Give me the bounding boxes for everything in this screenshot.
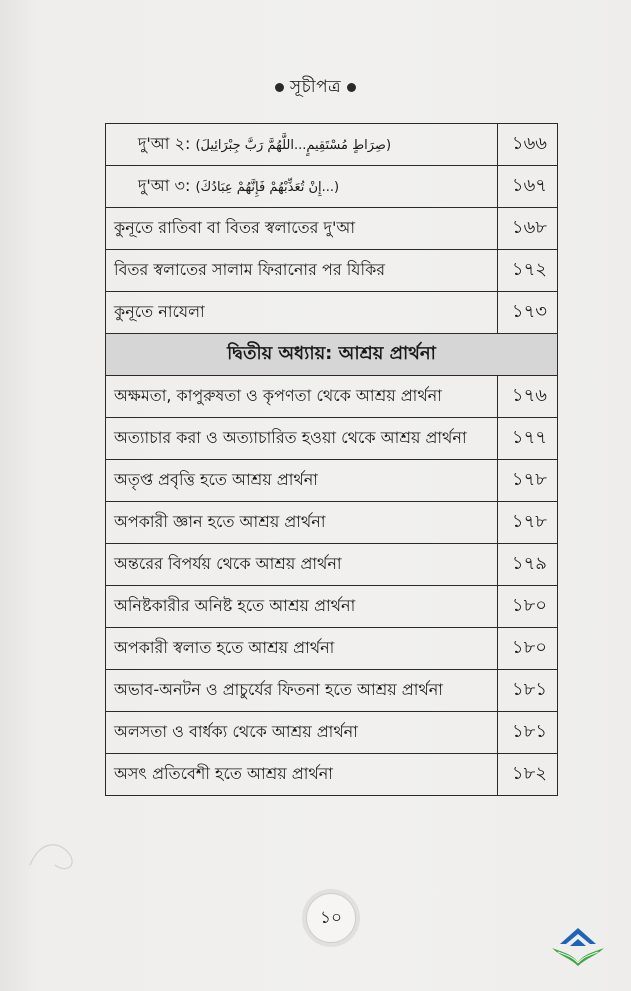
page-ref: ১৮০	[498, 628, 558, 670]
page-ref: ১৬৭	[498, 166, 558, 208]
section-heading-row	[106, 334, 558, 376]
row-title: অপকারী স্বলাত হতে আশ্রয় প্রার্থনা	[106, 628, 498, 670]
table-row	[106, 418, 558, 460]
table-row	[106, 250, 558, 292]
page-ref: ১৮২	[498, 754, 558, 796]
page-ref: ১৭৩	[498, 292, 558, 334]
row-title: অক্ষমতা, কাপুরুষতা ও কৃপণতা থেকে আশ্রয় প্রার্থনা	[106, 376, 498, 418]
page-header	[0, 74, 631, 102]
table-row	[106, 754, 558, 796]
row-title: অনিষ্টকারীর অনিষ্ট হতে আশ্রয় প্রার্থনা	[106, 586, 498, 628]
row-title: কুনূতে রাতিবা বা বিতর স্বলাতের দু'আ	[106, 208, 498, 250]
page-ref: ১৮০	[498, 586, 558, 628]
table-row	[106, 166, 558, 208]
row-title: অলসতা ও বার্ধক্য থেকে আশ্রয় প্রার্থনা	[106, 712, 498, 754]
section-heading: দ্বিতীয় অধ্যায়: আশ্রয় প্রার্থনা	[106, 334, 558, 376]
page-ref: ১৮১	[498, 670, 558, 712]
page-ref: ১৭৭	[498, 418, 558, 460]
bullet-dot-icon	[347, 83, 356, 92]
page-ref: ১৬৮	[498, 208, 558, 250]
row-title: বিতর স্বলাতের সালাম ফিরানোর পর যিকির	[106, 250, 498, 292]
bleed-through-mark	[25, 835, 85, 875]
page-ref: ১৭৮	[498, 460, 558, 502]
table-row	[106, 670, 558, 712]
table-row	[106, 292, 558, 334]
header-title: সূচীপত্র	[289, 77, 342, 97]
bullet-dot-icon	[275, 83, 284, 92]
row-title: দু'আ ২:	[138, 134, 196, 153]
table-row	[106, 586, 558, 628]
table-row	[106, 502, 558, 544]
table-row	[106, 124, 558, 166]
page-number: ১০	[306, 893, 356, 943]
publisher-logo-icon	[548, 922, 608, 968]
table-row	[106, 544, 558, 586]
arabic-text: (صِرَاطٍ مُسْتَقِيمٍ...اللَّهُمَّ رَبَّ جِبْرَائِيلَ)	[195, 138, 392, 153]
table-row	[106, 628, 558, 670]
page-ref: ১৬৬	[498, 124, 558, 166]
page-ref: ১৭৯	[498, 544, 558, 586]
row-title: দু'আ ৩:	[138, 176, 196, 195]
page-ref: ১৮১	[498, 712, 558, 754]
row-title: কুনূতে নাযেলা	[106, 292, 498, 334]
row-title: অন্তরের বিপর্যয় থেকে আশ্রয় প্রার্থনা	[106, 544, 498, 586]
page-ref: ১৭২	[498, 250, 558, 292]
row-title: অতৃপ্ত প্রবৃত্তি হতে আশ্রয় প্রার্থনা	[106, 460, 498, 502]
row-title: অত্যাচার করা ও অত্যাচারিত হওয়া থেকে আশ্রয় প্রার্থনা	[106, 418, 498, 460]
page-ref: ১৭৬	[498, 376, 558, 418]
row-title: অপকারী জ্ঞান হতে আশ্রয় প্রার্থনা	[106, 502, 498, 544]
table-row	[106, 712, 558, 754]
page-ref: ১৭৮	[498, 502, 558, 544]
arabic-text: (إِنْ تُعَذِّبْهُمْ فَإِنَّهُمْ عِبَادُكَ...)	[195, 180, 340, 195]
table-of-contents	[105, 123, 558, 796]
row-title: অসৎ প্রতিবেশী হতে আশ্রয় প্রার্থনা	[106, 754, 498, 796]
row-title: অভাব-অনটন ও প্রাচুর্যের ফিতনা হতে আশ্রয় প্রার্থনা	[106, 670, 498, 712]
table-row	[106, 376, 558, 418]
table-row	[106, 460, 558, 502]
table-row	[106, 208, 558, 250]
